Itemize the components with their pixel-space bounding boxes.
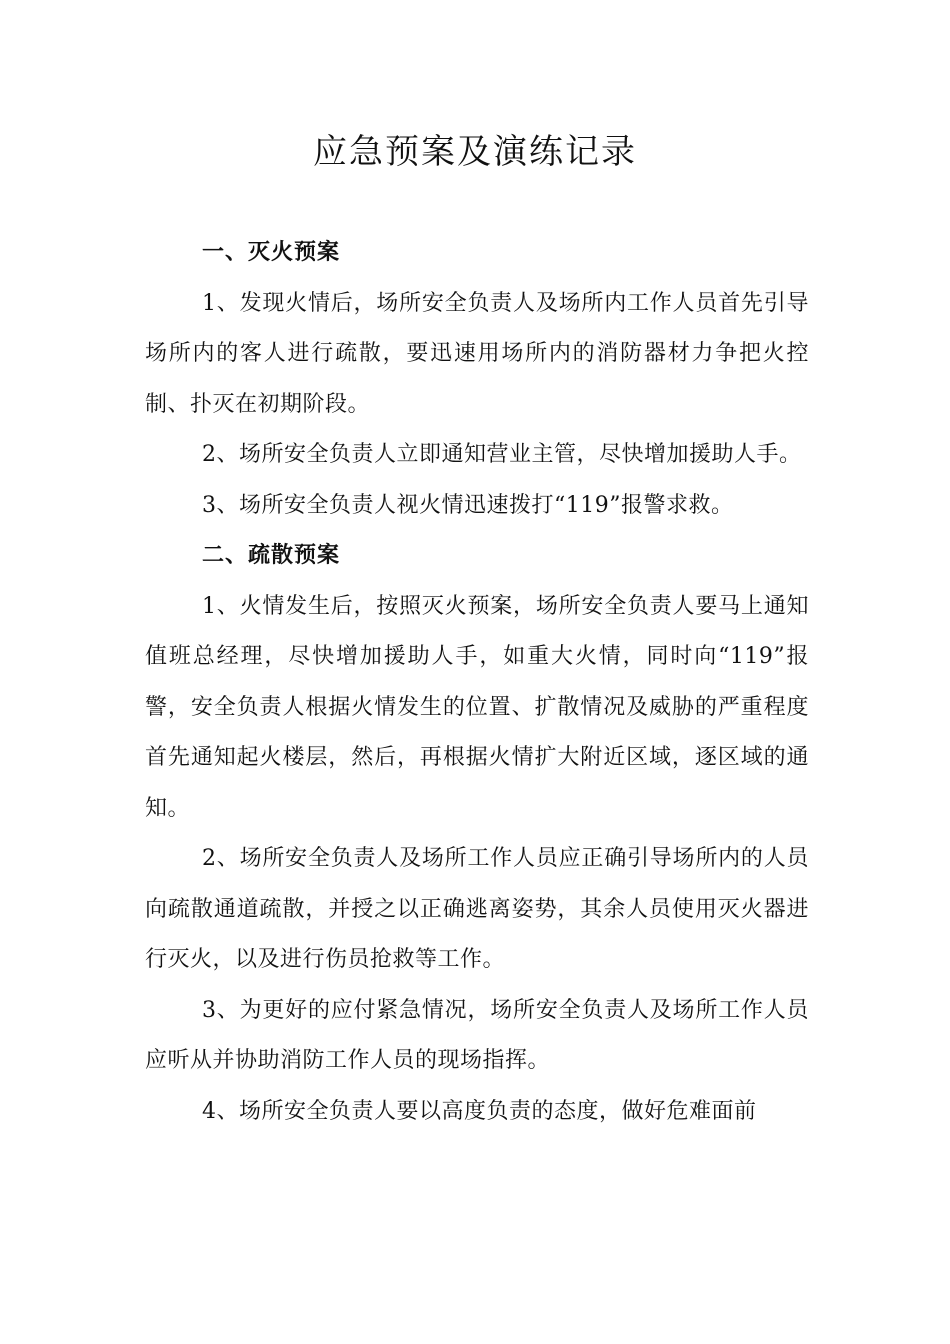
paragraph-evacuation-2: 2、场所安全负责人及场所工作人员应正确引导场所内的人员向疏散通道疏散，并授之以正确逃离姿势，其余人员使用灭火器进行灭火，以及进行伤员抢救等工作。 (145, 846, 809, 972)
paragraph-evacuation-3: 3、为更好的应付紧急情况，场所安全负责人及场所工作人员应听从并协助消防工作人员的现场指挥。 (145, 997, 809, 1073)
paragraph-evacuation-1: 1、火情发生后，按照灭火预案，场所安全负责人要马上通知值班总经理，尽快增加援助人手，如重大火情，同时向“119”报警，安全负责人根据火情发生的位置、扩散情况及威胁的严重程度首先通知起火楼层，然后，再根据火情扩大附近区域，逐区域的通知。 (145, 593, 809, 821)
document-body (145, 228, 809, 1137)
document-title: 应急预案及演练记录 (313, 132, 637, 172)
paragraph-fire-1: 1、发现火情后，场所安全负责人及场所内工作人员首先引导场所内的客人进行疏散，要迅速用场所内的消防器材力争把火控制、扑灭在初期阶段。 (145, 290, 809, 417)
paragraph-fire-3: 3、场所安全负责人视火情迅速拨打“119”报警求救。 (202, 492, 734, 518)
paragraph-fire-2: 2、场所安全负责人立即通知营业主管，尽快增加援助人手。 (202, 442, 802, 467)
paragraph-evacuation-4: 4、场所安全负责人要以高度负责的态度，做好危难面前 (202, 1098, 757, 1124)
section-heading-evacuation: 二、疏散预案 (202, 543, 341, 568)
section-heading-fire-fighting: 一、灭火预案 (202, 240, 341, 265)
